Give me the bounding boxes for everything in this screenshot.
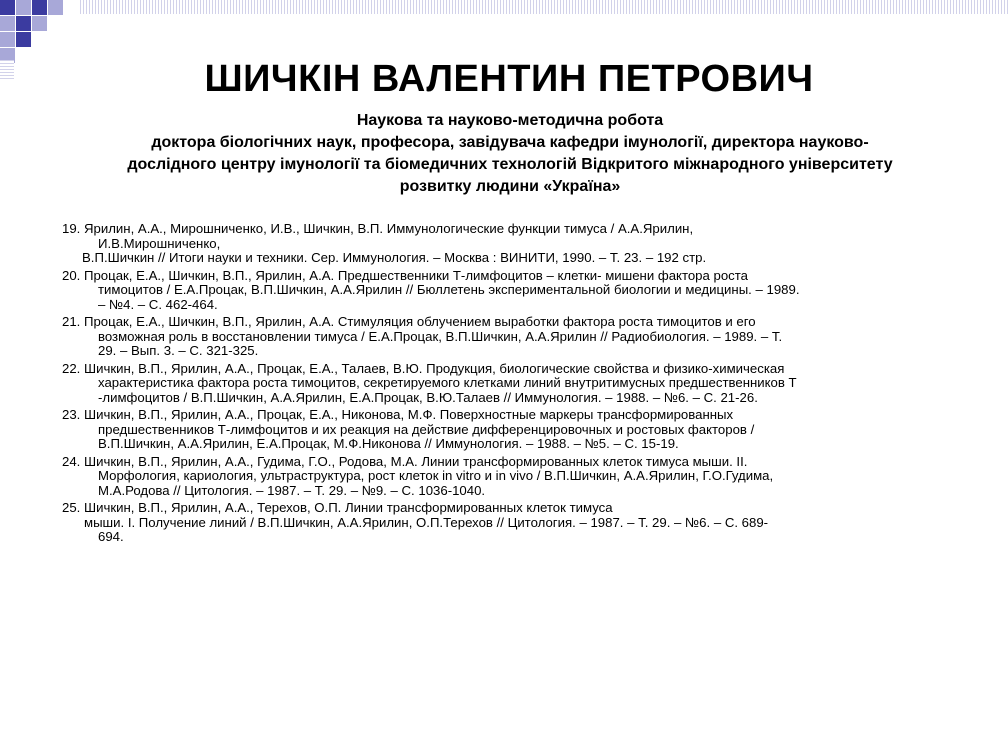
deco-square — [32, 0, 47, 15]
reference-item — [62, 455, 962, 499]
top-stripe-decoration — [80, 0, 1008, 14]
reference-line: 25. Шичкин, В.П., Ярилин, А.А., Терехов, О.П. Линии трансформированных клеток тимуса — [62, 500, 613, 515]
reference-line: М.А.Родова // Цитология. – 1987. – Т. 29. – №9. – С. 1036-1040. — [98, 482, 486, 498]
deco-square — [16, 0, 31, 15]
reference-line: И.В.Мирошниченко, — [98, 235, 221, 251]
subtitle-line: Наукова та науково-методична робота — [356, 112, 664, 129]
reference-line: предшественников Т-лимфоцитов и их реакция на действие дифференцировочных и ростовых факторов / — [98, 421, 755, 437]
reference-line: 694. — [98, 529, 124, 544]
reference-item — [62, 315, 962, 359]
reference-line: -лимфоцитов / В.П.Шичкин, А.А.Ярилин, Е.А.Процак, В.Ю.Талаев // Иммунология. – 1988. – №6. – С. 21-26. — [98, 389, 758, 405]
subtitle-line: доктора біологічних наук, професора, завідувача кафедри імунології, директора науково- — [151, 134, 869, 151]
reference-item — [62, 269, 962, 313]
deco-square — [0, 16, 15, 31]
reference-line: 21. Процак, Е.А., Шичкин, В.П., Ярилин, А.А. Стимуляция облучением выработки фактора роста тимоцитов и его — [62, 314, 756, 329]
page-title: ШИЧКІН ВАЛЕНТИН ПЕТРОВИЧ — [204, 58, 814, 100]
reference-item — [62, 408, 962, 452]
reference-line: характеристика фактора роста тимоцитов, секретируемого клетками линий внутритимусных предшественников Т — [98, 375, 797, 390]
deco-square — [0, 32, 15, 47]
deco-square — [0, 0, 15, 15]
reference-line: мыши. I. Получение линий / В.П.Шичкин, А.А.Ярилин, О.П.Терехов // Цитология. – 1987. – Т. 29. – №6. – С. 689- — [84, 514, 769, 530]
reference-line: 22. Шичкин, В.П., Ярилин, А.А., Процак, Е.А., Талаев, В.Ю. Продукция, биологические свойства и физико-химическая — [62, 360, 785, 376]
reference-item — [62, 222, 962, 266]
reference-line: Морфология, кариология, ультраструктура, рост клеток in vitro и in vivo / В.П.Шичкин, А.А.Ярилин, Г.О.Гудима, — [98, 468, 774, 483]
reference-line: – №4. – С. 462-464. — [98, 296, 218, 312]
reference-line: возможная роль в восстановлении тимуса / Е.А.Процак, В.П.Шичкин, А.А.Ярилин // Радиобиология. – 1989. – Т. — [98, 328, 783, 344]
deco-square — [16, 32, 31, 47]
corner-decoration — [0, 0, 80, 60]
reference-line: 29. – Вып. 3. – С. 321-325. — [98, 343, 259, 358]
reference-line: В.П.Шичкин // Итоги науки и техники. Сер. Иммунология. – Москва : ВИНИТИ, 1990. – Т. 23. – 192 стр. — [82, 250, 707, 265]
reference-line: 23. Шичкин, В.П., Ярилин, А.А., Процак, Е.А., Никонова, М.Ф. Поверхностные маркеры трансформированных — [62, 407, 734, 422]
reference-line: тимоцитов / Е.А.Процак, В.П.Шичкин, А.А.Ярилин // Бюллетень экспериментальной биологии и медицины. – 1989. — [98, 282, 800, 297]
reference-list — [62, 222, 962, 548]
reference-line: В.П.Шичкин, А.А.Ярилин, Е.А.Процак, М.Ф.Никонова // Иммунология. – 1988. – №5. – С. 15-19. — [98, 436, 679, 451]
subtitle-line: дослідного центру імунології та біомедичних технологій Відкритого міжнародного університету — [127, 156, 893, 173]
reference-line: 19. Ярилин, А.А., Мирошниченко, И.В., Шичкин, В.П. Иммунологические функции тимуса / А.А.Ярилин, — [62, 221, 694, 236]
deco-square — [16, 16, 31, 31]
deco-square — [48, 0, 63, 15]
reference-line: 20. Процак, Е.А., Шичкин, В.П., Ярилин, А.А. Предшественники Т-лимфоцитов – клетки- мишени фактора роста — [62, 267, 749, 283]
reference-item — [62, 362, 962, 406]
reference-item — [62, 501, 962, 545]
reference-line: 24. Шичкин, В.П., Ярилин, А.А., Гудима, Г.О., Родова, М.А. Линии трансформированных клеток тимуса мыши. II. — [62, 453, 748, 469]
subtitle-line: розвитку людини «Україна» — [399, 178, 621, 195]
deco-square — [32, 16, 47, 31]
subtitle — [60, 110, 960, 198]
